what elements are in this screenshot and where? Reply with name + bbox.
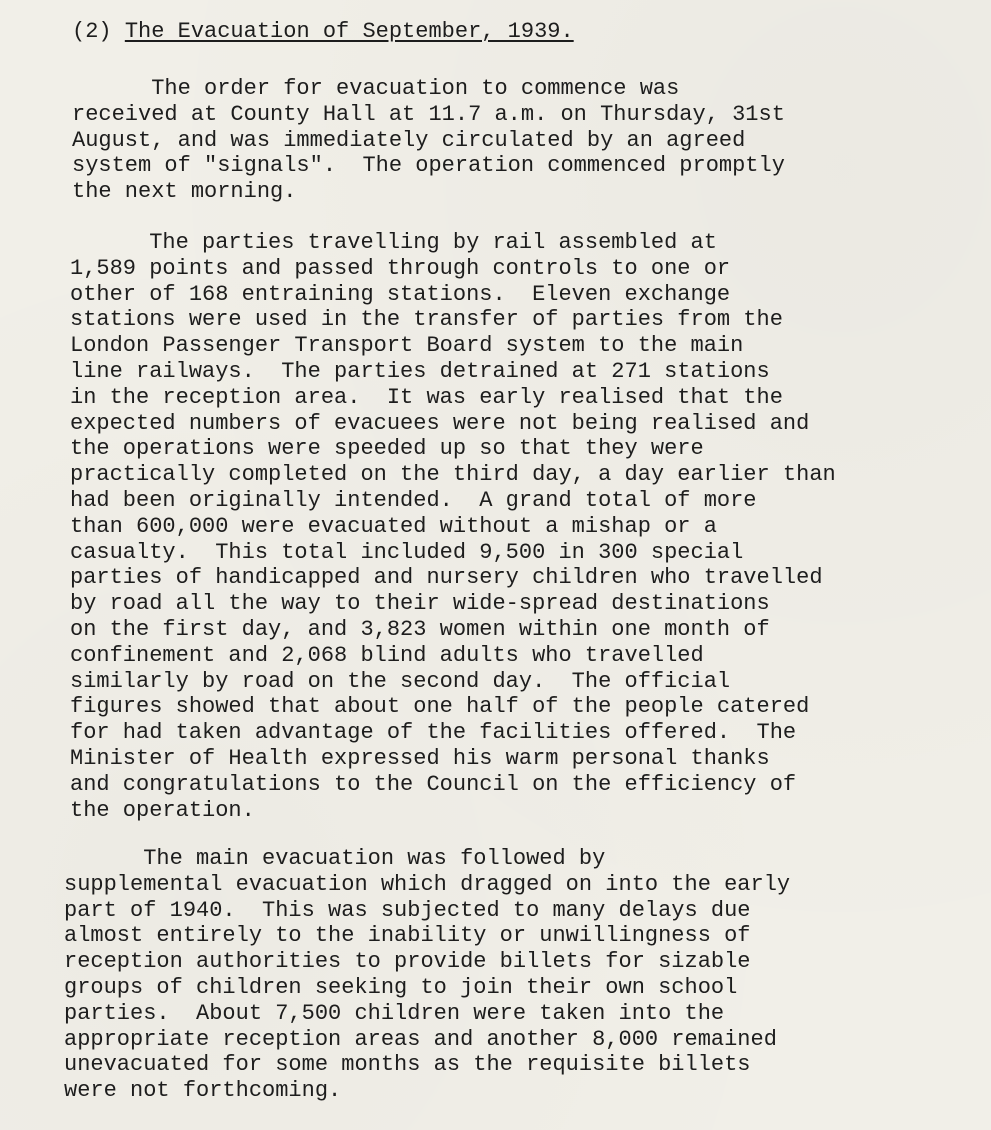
- text-line: confinement and 2,068 blind adults who travelled: [70, 642, 704, 668]
- text-line: similarly by road on the second day. The official: [70, 668, 731, 694]
- text-line: the next morning.: [72, 179, 297, 205]
- paragraph-rail-parties: [70, 230, 836, 823]
- text-line: 1,589 points and passed through controls to one or: [70, 255, 731, 281]
- text-line: the operations were speeded up so that they were: [70, 436, 704, 462]
- text-line: were not forthcoming.: [64, 1078, 342, 1104]
- text-line: Minister of Health expressed his warm personal thanks: [70, 745, 770, 771]
- text-line: in the reception area. It was early realised that the: [70, 384, 783, 410]
- text-line: The order for evacuation to commence was: [72, 76, 680, 101]
- text-line: the operation.: [70, 797, 255, 823]
- text-line: for had taken advantage of the facilities offered. The: [70, 720, 797, 746]
- text-line: on the first day, and 3,823 women within one month of: [70, 616, 770, 642]
- text-line: unevacuated for some months as the requisite billets: [64, 1052, 751, 1078]
- text-line: parties of handicapped and nursery children who travelled: [70, 565, 823, 591]
- text-line: practically completed on the third day, a day earlier than: [70, 462, 836, 488]
- text-line: and congratulations to the Council on the efficiency of: [70, 771, 797, 797]
- text-line: part of 1940. This was subjected to many delays due: [64, 897, 751, 923]
- text-line: reception authorities to provide billets for sizable: [64, 949, 751, 975]
- section-heading: [72, 18, 574, 46]
- text-line: London Passenger Transport Board system to the main: [70, 333, 744, 359]
- text-line: almost entirely to the inability or unwillingness of: [64, 923, 751, 949]
- section-number: (2): [72, 19, 112, 44]
- paragraph-order-received: [72, 76, 785, 205]
- text-line: had been originally intended. A grand total of more: [70, 487, 757, 513]
- text-line: supplemental evacuation which dragged on into the early: [64, 871, 791, 897]
- paragraph-supplemental-evacuation: [64, 846, 790, 1104]
- text-line: received at County Hall at 11.7 a.m. on Thursday, 31st: [72, 101, 785, 127]
- text-line: figures showed that about one half of the people catered: [70, 694, 810, 720]
- text-line: expected numbers of evacuees were not being realised and: [70, 410, 810, 436]
- text-line: The parties travelling by rail assembled at: [70, 230, 717, 255]
- text-line: system of "signals". The operation commenced promptly: [72, 153, 785, 179]
- text-line: The main evacuation was followed by: [64, 846, 606, 871]
- text-line: than 600,000 were evacuated without a mishap or a: [70, 513, 717, 539]
- text-line: August, and was immediately circulated by an agreed: [72, 127, 746, 153]
- text-line: stations were used in the transfer of parties from the: [70, 307, 783, 333]
- text-line: line railways. The parties detrained at 271 stations: [70, 358, 770, 384]
- text-line: by road all the way to their wide-spread destinations: [70, 591, 770, 617]
- section-title: The Evacuation of September, 1939.: [124, 19, 574, 44]
- text-line: appropriate reception areas and another 8,000 remained: [64, 1026, 777, 1052]
- text-line: parties. About 7,500 children were taken into the: [64, 1000, 725, 1026]
- text-line: groups of children seeking to join their own school: [64, 974, 738, 1000]
- text-line: other of 168 entraining stations. Eleven exchange: [70, 281, 731, 307]
- text-line: casualty. This total included 9,500 in 300 special: [70, 539, 744, 565]
